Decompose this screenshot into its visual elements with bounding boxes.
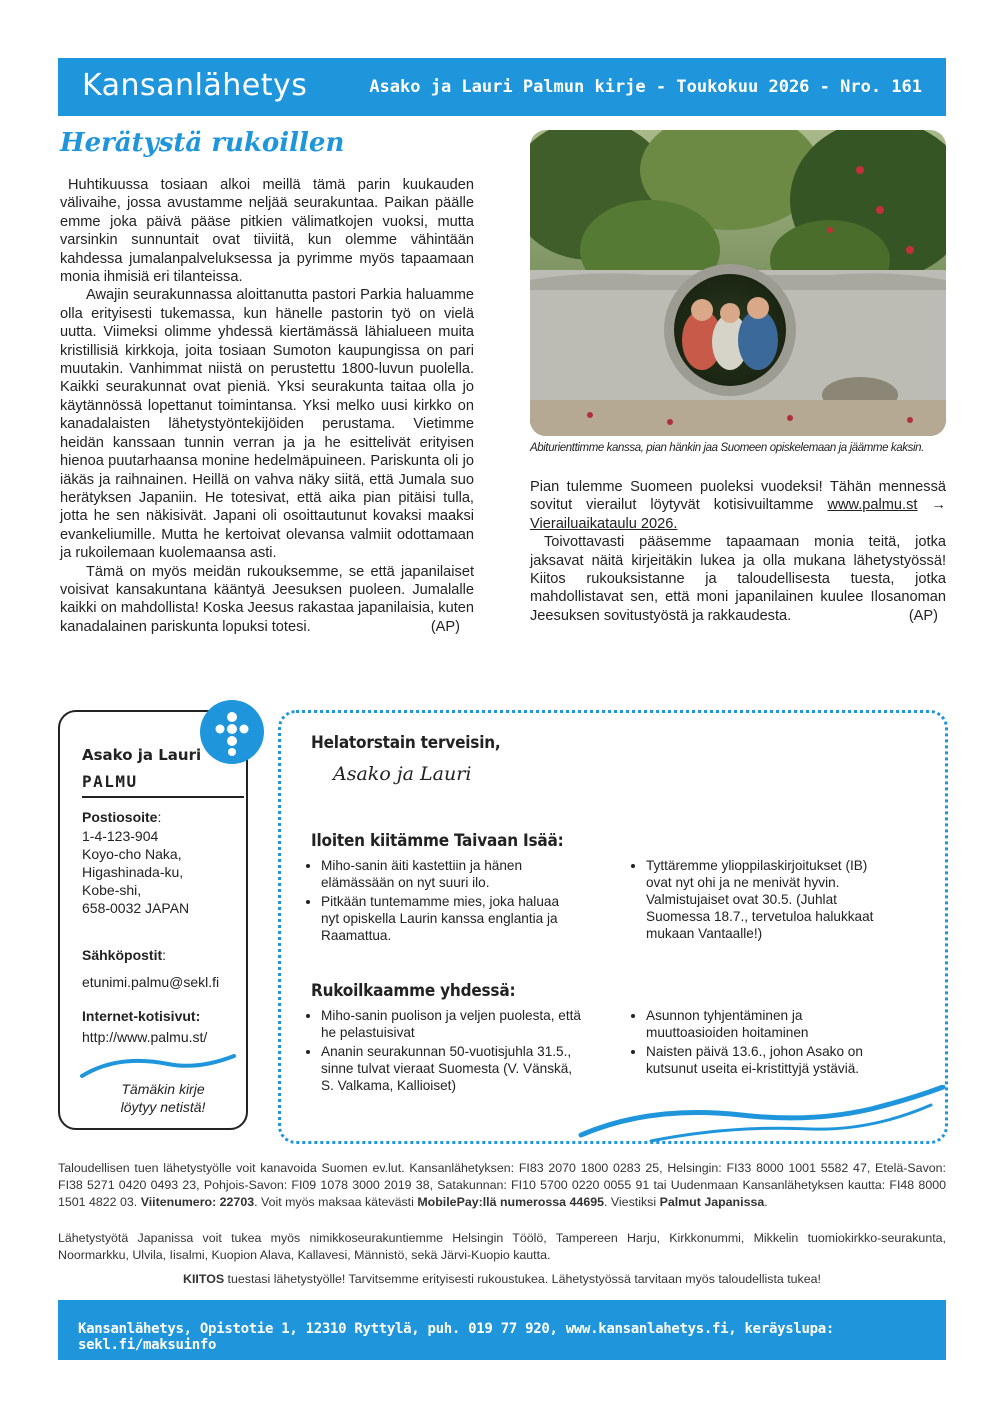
visit-paragraph-text: Toivottavasti pääsemme tapaamaan monia teitä, jotka jaksavat näitä kirjeitäkin lukea ja olla mukana lähetystyössä! Kiitos rukouksistanne ja taloudellisesta tuesta, jotka mahdollistavat sen, että moni japanilainen kuulee Ilosanoman Jeesuksen sovitustyöstä ja rakkaudesta.	[530, 534, 946, 624]
thanks-text: tuestasi lähetystyölle! Tarvitsemme erityisesti rukoustukea. Lähetystyössä tarvitaan myös taloudellista tukea!	[224, 1272, 821, 1286]
contact-surname: PALMU	[82, 772, 138, 791]
list-item: • Pitkään tuntemamme mies, joka haluaa nyt opiskella Laurin kanssa englantia ja Raamattua.	[321, 893, 573, 944]
payment-message: Palmut Japanissa	[659, 1195, 765, 1209]
email-label: Sähköpostit	[82, 947, 163, 963]
cross-glyph-icon	[200, 700, 264, 764]
family-photo	[530, 130, 946, 436]
thanks-bold: KIITOS	[183, 1272, 225, 1286]
homepage-link[interactable]: www.palmu.st	[827, 497, 918, 514]
brand-name: Kansanlähetys	[82, 68, 308, 103]
greeting-heading: Helatorstain terveisin,	[311, 733, 501, 753]
greeting-signature: Asako ja Lauri	[333, 763, 472, 785]
address-label: Postiosoite	[82, 809, 158, 825]
contact-name: Asako ja Lauri	[82, 746, 202, 764]
address-line: 1-4-123-904	[82, 828, 159, 844]
finance-info	[58, 1160, 946, 1211]
main-article	[60, 176, 474, 636]
address-line: Higashinada-ku,	[82, 864, 184, 880]
address-line: 658-0032 JAPAN	[82, 900, 190, 916]
list-item: • Miho-sanin puolison ja veljen puolesta, että he pelastuisivat	[321, 1007, 581, 1041]
footer-bar	[58, 1300, 946, 1360]
wave-decoration-icon	[78, 1048, 238, 1082]
address-line: Kobe-shi,	[82, 882, 142, 898]
list-item: • Naisten päivä 13.6., johon Asako on kutsunut useita ei-kristittyjä ystäviä.	[646, 1043, 892, 1077]
prayer-list-right	[626, 1007, 892, 1079]
web-address[interactable]: http://www.palmu.st/	[82, 1029, 208, 1045]
contact-box	[58, 710, 248, 1130]
address-line: Koyo-cho Naka,	[82, 846, 182, 862]
email-block	[82, 946, 242, 991]
online-note-line: löytyy netistä!	[120, 1099, 206, 1115]
email-label-line	[82, 946, 242, 965]
address-colon: :	[157, 809, 162, 825]
visit-paragraph-text: Pian tulemme Suomeen puoleksi vuodeksi! Tähän mennessä sovitut vierailut löytyvät kotisivuiltamme	[530, 479, 946, 514]
thanks-list-right	[626, 857, 892, 944]
thanks-list-left	[301, 857, 573, 946]
web-block	[82, 1008, 242, 1046]
visit-article	[530, 478, 946, 625]
email-colon: :	[162, 947, 167, 963]
thanks-heading: Iloiten kiitämme Taivaan Isää:	[311, 831, 564, 851]
letter-title: Asako ja Lauri Palmun kirje - Toukokuu 2026 - Nro. 161	[369, 77, 922, 97]
cross-icon	[200, 700, 264, 764]
footer-contact: Kansanlähetys, Opistotie 1, 12310 Ryttylä, puh. 019 77 920, www.kansanlahetys.fi, keräyslupa: sekl.fi/maksuinfo	[78, 1321, 834, 1353]
web-label: Internet-kotisivut:	[82, 1008, 201, 1024]
prayer-list-left	[301, 1007, 581, 1096]
list-item: • Ananin seurakunnan 50-vuotisjuhla 31.5., sinne tulvat vieraat Suomesta (V. Vänskä, S. Valkama, Kallioiset)	[321, 1043, 581, 1094]
online-note	[88, 1080, 238, 1116]
finance-text: .	[764, 1195, 768, 1209]
mobilepay-number: 44695	[569, 1195, 604, 1209]
email-address[interactable]: etunimi.palmu@sekl.fi	[82, 974, 220, 990]
mobilepay-label: MobilePay:llä numerossa	[417, 1195, 567, 1209]
address-block	[82, 808, 242, 917]
article-paragraph	[60, 563, 474, 637]
header-bar	[58, 58, 946, 116]
greetings-box	[278, 710, 948, 1144]
list-item: • Tyttäremme ylioppilaskirjoitukset (IB) ovat nyt ohi ja ne menivät hyvin. Valmistujaiset ovat 30.5. (Juhlat Suomessa 18.7., tervetuloa halukkaat mukaan Vantaalle!)	[646, 857, 892, 942]
article-signature: (AP)	[430, 618, 460, 635]
article-paragraph-text: Tämä on myös meidän rukouksemme, se että japanilaiset voisivat kansakuntana kääntyä Jeesuksen puoleen. Jumalalle kaikki on mahdollista! Koska Jeesus rakastaa japanilaisia, kuten kanadalainen pariskunta lopuksi totesi.	[60, 563, 474, 635]
visit-signature: (AP)	[908, 607, 938, 624]
photo-illustration	[530, 130, 946, 436]
reference-number: Viitenumero: 22703	[140, 1195, 255, 1209]
thanks-line	[58, 1272, 946, 1286]
contact-divider	[82, 796, 244, 798]
finance-text: Taloudellisen tuen lähetystyölle voit kanavoida Suomen ev.lut. Kansanlähetyksen: FI83 2070 1800 0283 25, Helsingin: FI33 8000 1001 5582 47, Etelä-Savon: FI38 5271 0420 0493 23, Pohjois-Savon: FI09 1078 3000 2019 38, Satakunnan: FI10 5700 0220 0055 91 tai Uudenmaan Kansanlähetyksen kautta: FI48 8000 1501 4822 03.	[58, 1161, 946, 1209]
visit-paragraph	[530, 533, 946, 625]
parish-info: Lähetystyötä Japanissa voit tukea myös nimikkoseurakuntiemme Helsingin Töölö, Tampereen Harju, Kirkkonummi, Mikkelin tuomiokirkko-seurakunta, Noormarkku, Ulvila, Iisalmi, Kuopion Alava, Kallavesi, Männistö, sekä Järvi-Kuopio kautta.	[58, 1231, 946, 1262]
wave-decoration-icon	[571, 1085, 951, 1145]
list-item: • Miho-sanin äiti kastettiin ja hänen elämässään on nyt suuri ilo.	[321, 857, 573, 891]
article-paragraph: Awajin seurakunnassa aloittanutta pastori Parkia haluamme olla erityisesti tukemassa, kun hänelle pastorin työ on vielä uutta. Viimeksi olimme yhdessä kiertämässä lähialueen muita kristillisiä kirkkoja, joita tosiaan Sumoton kaupungissa on pari muutakin. Vanhimmat niistä on perustettu 1800-luvun puolella. Kaikki seurakunnat ovat pieniä. Yksi seurakunta taitaa olla jo käytännössä lopettanut toimintansa. Yksi melko uusi kirkko on kanadalaisten lähetystyöntekijöiden perustama. Vietimme heidän kanssaan tunnin verran ja ja he esittelivät erityisen hienoa puutarhaansa monine hedelmäpuineen. Pariskunta oli jo iäkäs ja raihnainen. Heillä on vahva näky siitä, että Jumala suo herätyksen Japaniin. He totesivat, että aika pian pitäisi tulla, jotta he sen näkisivät. Japani oli osoittautunut kovaksi maaksi evankeliumille. Mutta he kertoivat olevansa valmiit odottamaan ja rukoilemaan kuolemaansa asti.	[60, 287, 474, 562]
list-item: • Asunnon tyhjentäminen ja muuttoasioiden hoitaminen	[646, 1007, 892, 1041]
prayer-heading: Rukoilkaamme yhdessä:	[311, 981, 516, 1001]
article-paragraph: Huhtikuussa tosiaan alkoi meillä tämä parin kuukauden välivaihe, jossa avustamme neljää seurakuntaa. Paikan päälle emme joka päivä pääse pitkien välimatkojen vuoksi, mutta varsinkin sunnuntait ovat tiiviitä, kun olemme vähintään kahdessa jumalanpalveluksessa ja pyrimme myös tapaamaan monia ihmisiä eri tilanteissa.	[60, 177, 474, 286]
visit-paragraph	[530, 478, 946, 533]
finance-text: . Viestiksi	[604, 1195, 657, 1209]
schedule-link[interactable]: Vierailuaikataulu 2026.	[530, 515, 678, 532]
finance-text: . Voit myös maksaa kätevästi	[254, 1195, 414, 1209]
arrow-icon: →	[917, 497, 946, 514]
online-note-line: Tämäkin kirje	[121, 1081, 205, 1097]
address-label-line	[82, 808, 242, 827]
photo-caption: Abiturienttimme kanssa, pian hänkin jaa Suomeen opiskelemaan ja jäämme kaksin.	[530, 442, 924, 454]
article-headline: Herätystä rukoillen	[60, 128, 345, 158]
